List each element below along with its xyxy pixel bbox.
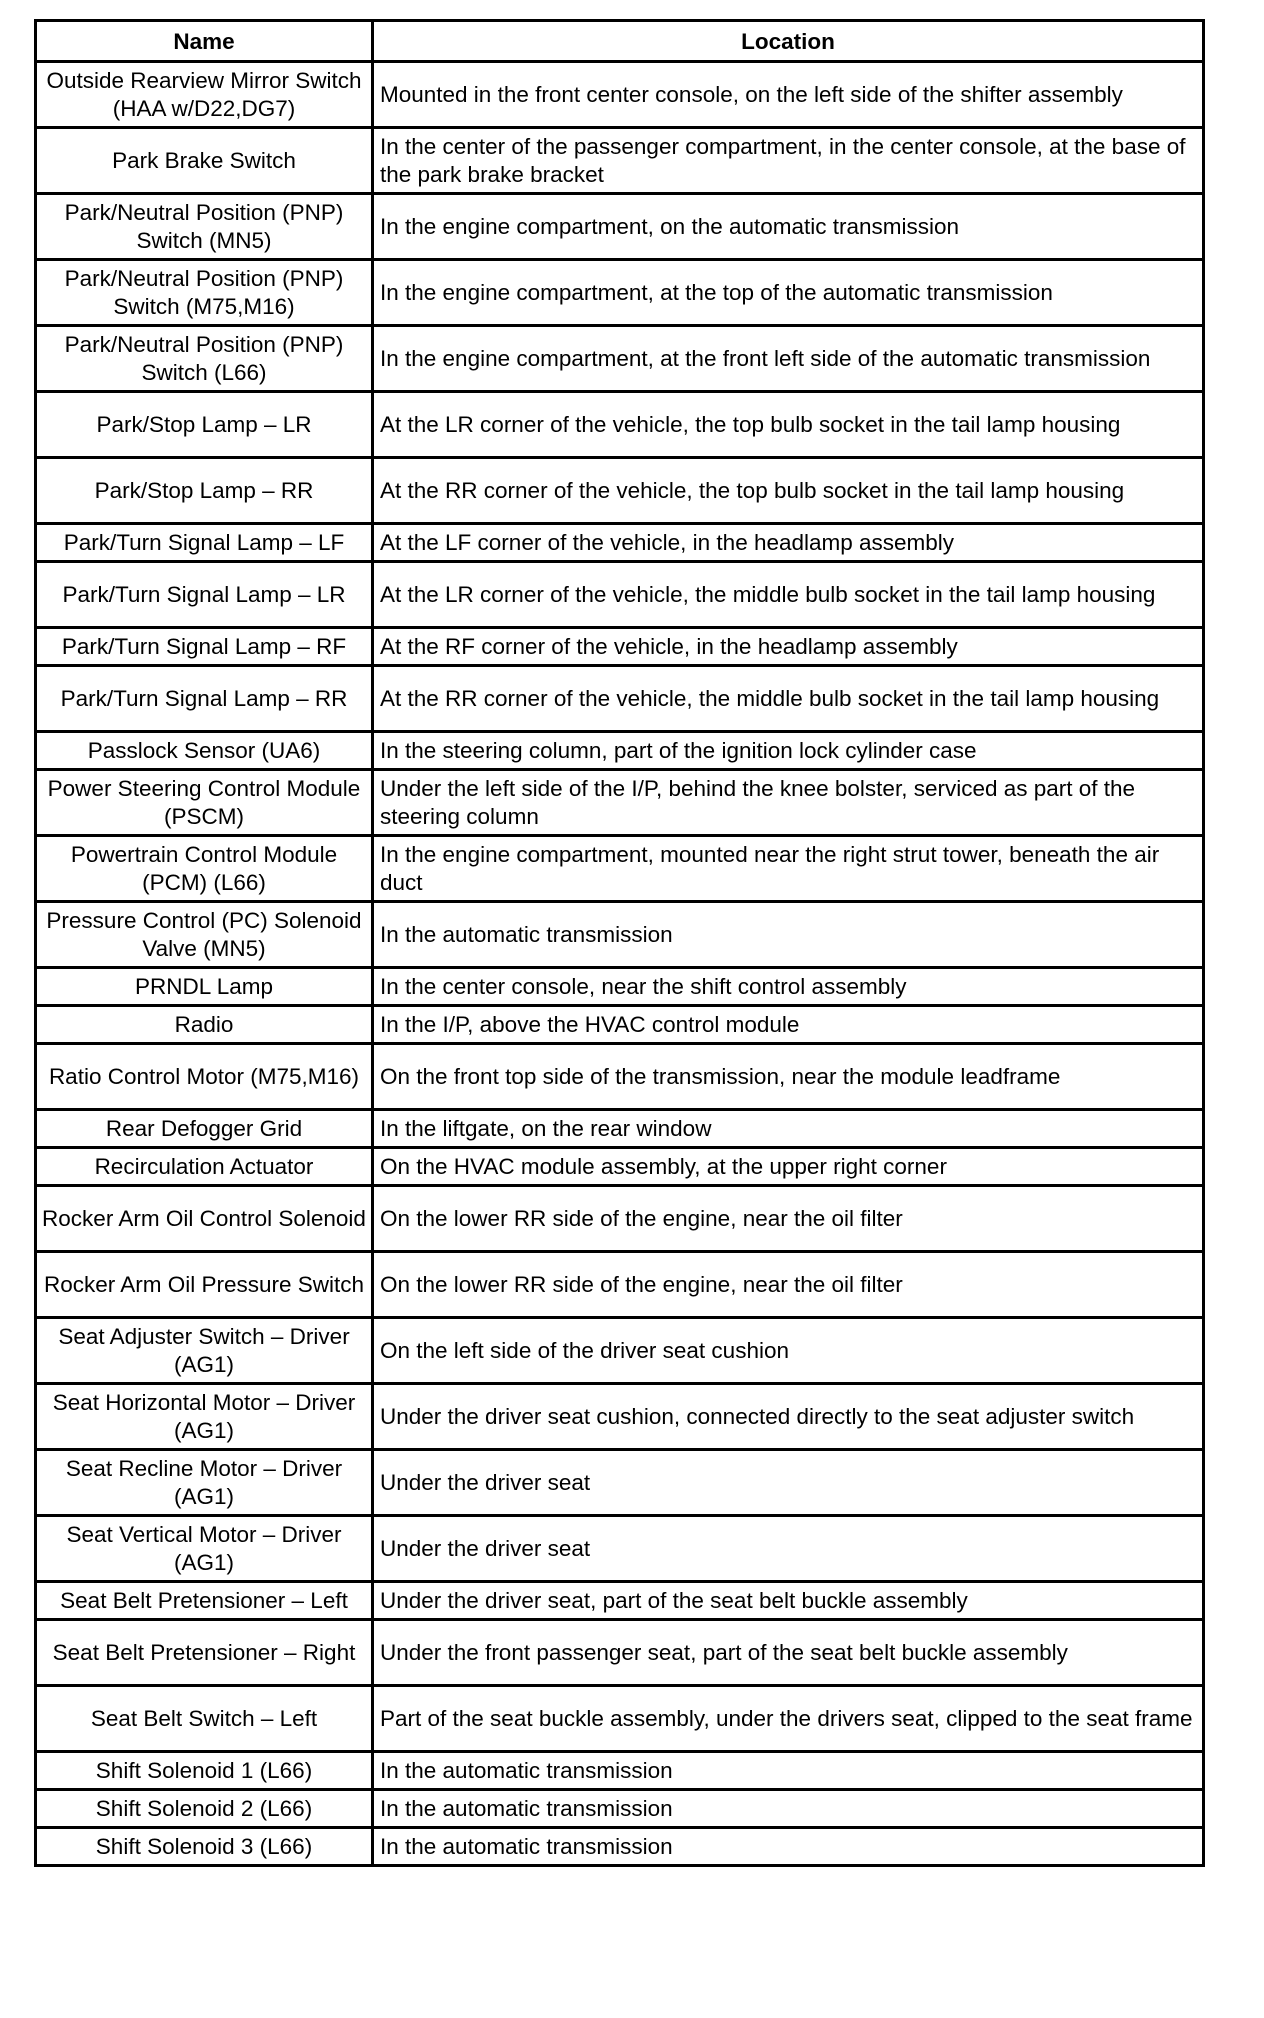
component-location-cell: At the LR corner of the vehicle, the middle bulb socket in the tail lamp housing (373, 562, 1204, 628)
component-location-cell: In the automatic transmission (373, 902, 1204, 968)
component-location-cell: In the center console, near the shift control assembly (373, 968, 1204, 1006)
table-row (36, 1384, 1204, 1450)
table-row (36, 968, 1204, 1006)
table-row (36, 1450, 1204, 1516)
component-name-cell: Shift Solenoid 2 (L66) (36, 1790, 373, 1828)
component-location-cell: In the engine compartment, on the automatic transmission (373, 194, 1204, 260)
component-location-cell: In the center of the passenger compartment, in the center console, at the base of the park brake bracket (373, 128, 1204, 194)
component-name-cell: Seat Belt Pretensioner – Right (36, 1620, 373, 1686)
table-row (36, 458, 1204, 524)
table-row (36, 326, 1204, 392)
component-location-table-container (34, 19, 1202, 1867)
component-location-cell: In the steering column, part of the ignition lock cylinder case (373, 732, 1204, 770)
table-row (36, 1006, 1204, 1044)
component-name-cell: Power Steering Control Module (PSCM) (36, 770, 373, 836)
component-location-cell: In the engine compartment, at the top of the automatic transmission (373, 260, 1204, 326)
table-row (36, 902, 1204, 968)
component-location-cell: In the engine compartment, at the front left side of the automatic transmission (373, 326, 1204, 392)
component-name-cell: Radio (36, 1006, 373, 1044)
component-location-cell: On the left side of the driver seat cushion (373, 1318, 1204, 1384)
component-name-cell: Rocker Arm Oil Control Solenoid (36, 1186, 373, 1252)
component-location-cell: On the HVAC module assembly, at the upper right corner (373, 1148, 1204, 1186)
component-location-cell: In the liftgate, on the rear window (373, 1110, 1204, 1148)
component-location-cell: Under the left side of the I/P, behind the knee bolster, serviced as part of the steering column (373, 770, 1204, 836)
table-row (36, 562, 1204, 628)
component-name-cell: Park Brake Switch (36, 128, 373, 194)
component-name-cell: Shift Solenoid 1 (L66) (36, 1752, 373, 1790)
table-row (36, 1686, 1204, 1752)
component-location-cell: At the RR corner of the vehicle, the top bulb socket in the tail lamp housing (373, 458, 1204, 524)
table-row (36, 1186, 1204, 1252)
table-row (36, 1110, 1204, 1148)
table-row (36, 770, 1204, 836)
component-name-cell: PRNDL Lamp (36, 968, 373, 1006)
component-location-cell: Under the front passenger seat, part of the seat belt buckle assembly (373, 1620, 1204, 1686)
table-row (36, 1582, 1204, 1620)
component-name-cell: Outside Rearview Mirror Switch (HAA w/D22,DG7) (36, 62, 373, 128)
component-location-cell: In the engine compartment, mounted near the right strut tower, beneath the air duct (373, 836, 1204, 902)
component-location-cell: In the I/P, above the HVAC control module (373, 1006, 1204, 1044)
component-location-cell: On the lower RR side of the engine, near the oil filter (373, 1186, 1204, 1252)
component-name-cell: Seat Belt Pretensioner – Left (36, 1582, 373, 1620)
component-location-cell: Under the driver seat, part of the seat belt buckle assembly (373, 1582, 1204, 1620)
table-row (36, 628, 1204, 666)
component-location-cell: Under the driver seat (373, 1516, 1204, 1582)
component-name-cell: Seat Recline Motor – Driver (AG1) (36, 1450, 373, 1516)
table-row (36, 128, 1204, 194)
component-name-cell: Powertrain Control Module (PCM) (L66) (36, 836, 373, 902)
table-row (36, 1252, 1204, 1318)
component-location-cell: In the automatic transmission (373, 1828, 1204, 1866)
component-name-cell: Park/Neutral Position (PNP) Switch (L66) (36, 326, 373, 392)
component-location-cell: At the RF corner of the vehicle, in the headlamp assembly (373, 628, 1204, 666)
table-row (36, 1828, 1204, 1866)
component-location-cell: At the LF corner of the vehicle, in the headlamp assembly (373, 524, 1204, 562)
table-row (36, 392, 1204, 458)
component-name-cell: Park/Turn Signal Lamp – LF (36, 524, 373, 562)
component-name-cell: Park/Stop Lamp – RR (36, 458, 373, 524)
table-row (36, 62, 1204, 128)
component-name-cell: Park/Turn Signal Lamp – RR (36, 666, 373, 732)
component-location-cell: In the automatic transmission (373, 1752, 1204, 1790)
component-location-cell: Mounted in the front center console, on the left side of the shifter assembly (373, 62, 1204, 128)
component-location-cell: Under the driver seat (373, 1450, 1204, 1516)
component-name-cell: Park/Neutral Position (PNP) Switch (MN5) (36, 194, 373, 260)
component-name-cell: Shift Solenoid 3 (L66) (36, 1828, 373, 1866)
table-row (36, 260, 1204, 326)
table-row (36, 1752, 1204, 1790)
component-name-cell: Recirculation Actuator (36, 1148, 373, 1186)
component-location-cell: Under the driver seat cushion, connected directly to the seat adjuster switch (373, 1384, 1204, 1450)
table-row (36, 194, 1204, 260)
component-name-cell: Pressure Control (PC) Solenoid Valve (MN5) (36, 902, 373, 968)
component-name-cell: Seat Horizontal Motor – Driver (AG1) (36, 1384, 373, 1450)
component-location-cell: In the automatic transmission (373, 1790, 1204, 1828)
component-location-cell: At the RR corner of the vehicle, the middle bulb socket in the tail lamp housing (373, 666, 1204, 732)
header-row (36, 21, 1204, 62)
table-row (36, 1620, 1204, 1686)
table-row (36, 732, 1204, 770)
component-name-cell: Seat Belt Switch – Left (36, 1686, 373, 1752)
component-name-cell: Park/Neutral Position (PNP) Switch (M75,M16) (36, 260, 373, 326)
table-row (36, 1044, 1204, 1110)
table-row (36, 1516, 1204, 1582)
component-name-cell: Park/Turn Signal Lamp – RF (36, 628, 373, 666)
component-name-cell: Park/Turn Signal Lamp – LR (36, 562, 373, 628)
table-row (36, 836, 1204, 902)
component-name-cell: Rear Defogger Grid (36, 1110, 373, 1148)
component-name-cell: Passlock Sensor (UA6) (36, 732, 373, 770)
header-name: Name (36, 21, 373, 62)
component-name-cell: Rocker Arm Oil Pressure Switch (36, 1252, 373, 1318)
table-row (36, 1790, 1204, 1828)
component-name-cell: Seat Vertical Motor – Driver (AG1) (36, 1516, 373, 1582)
component-name-cell: Ratio Control Motor (M75,M16) (36, 1044, 373, 1110)
table-body (36, 62, 1204, 1866)
component-location-cell: On the front top side of the transmission, near the module leadframe (373, 1044, 1204, 1110)
component-location-table (34, 19, 1205, 1867)
table-row (36, 1318, 1204, 1384)
table-row (36, 1148, 1204, 1186)
component-location-cell: Part of the seat buckle assembly, under the drivers seat, clipped to the seat frame (373, 1686, 1204, 1752)
header-location: Location (373, 21, 1204, 62)
table-row (36, 666, 1204, 732)
component-name-cell: Park/Stop Lamp – LR (36, 392, 373, 458)
component-location-cell: At the LR corner of the vehicle, the top bulb socket in the tail lamp housing (373, 392, 1204, 458)
component-location-cell: On the lower RR side of the engine, near the oil filter (373, 1252, 1204, 1318)
table-row (36, 524, 1204, 562)
component-name-cell: Seat Adjuster Switch – Driver (AG1) (36, 1318, 373, 1384)
